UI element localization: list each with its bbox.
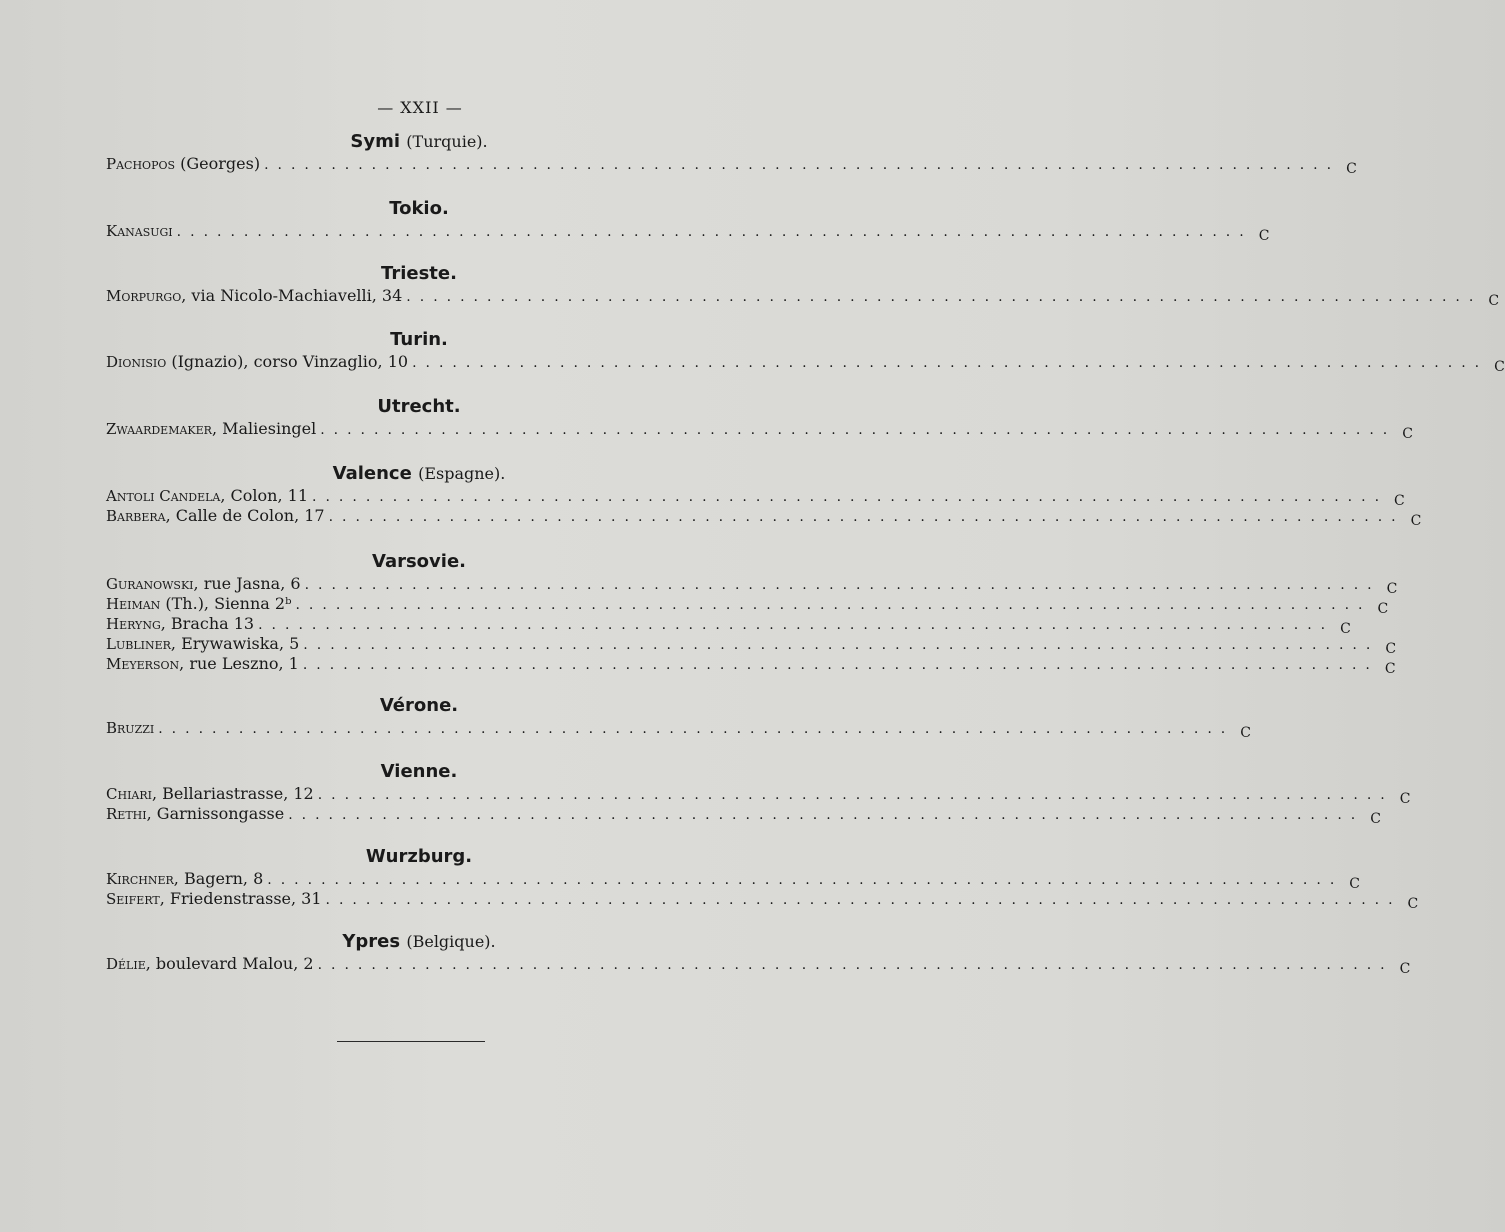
leader-dots: ................................................................................ [325, 892, 1402, 908]
entry-name [106, 419, 316, 439]
entry-name [106, 634, 299, 654]
surname: Antoli Candela [106, 487, 221, 505]
city-name: Turin. [390, 329, 448, 350]
surname: Guranowski [106, 575, 194, 593]
city-heading [106, 395, 722, 419]
city-name: Varsovie. [372, 551, 466, 572]
entry-detail: , Calle de Colon, 17 [165, 506, 325, 525]
city-name: Symi [350, 131, 400, 152]
surname: Pachopos [106, 155, 176, 173]
city-name: Valence [332, 463, 412, 484]
leader-dots: ................................................................................ [328, 509, 1405, 525]
entry-name [106, 486, 308, 506]
leader-dots: ................................................................................ [312, 489, 1389, 505]
entry-code: C [1384, 661, 1396, 677]
entry-code: C [1346, 161, 1357, 177]
city-qualifier: (Belgique). [406, 932, 496, 951]
entry-name [106, 784, 314, 804]
entry-name [106, 654, 299, 674]
surname: Kanasugi [106, 222, 173, 240]
entry-name [106, 954, 314, 974]
leader-dots: ................................................................................ [288, 807, 1365, 823]
leader-dots: ................................................................................ [258, 617, 1335, 633]
directory-entry [106, 574, 1398, 597]
leader-dots: ................................................................................ [264, 157, 1341, 173]
surname: Heiman [106, 595, 161, 613]
surname: Heryng [106, 615, 161, 633]
leader-dots: ................................................................................ [320, 422, 1397, 438]
surname: Rethi [106, 805, 147, 823]
city-qualifier: (Espagne). [418, 464, 506, 483]
entry-name [106, 804, 284, 824]
directory-entry [106, 634, 1397, 657]
section-trieste [106, 262, 1500, 309]
section-tokio [106, 197, 1270, 244]
leader-dots: ................................................................................ [317, 957, 1394, 973]
directory-entry [106, 286, 1500, 309]
directory-entry [106, 784, 1411, 807]
entry-detail: , Garnissongasse [146, 804, 285, 823]
city-heading [106, 262, 722, 286]
entry-code: C [1399, 961, 1411, 977]
entry-code: C [1399, 791, 1411, 807]
entry-detail: , Bagern, 8 [173, 869, 264, 888]
directory-entry [106, 954, 1411, 977]
leader-dots: ................................................................................ [406, 289, 1483, 305]
city-qualifier: (Turquie). [406, 132, 488, 151]
entry-code: C [1349, 876, 1360, 892]
entry-detail: , Colon, 11 [220, 486, 309, 505]
entry-code: C [1385, 641, 1397, 657]
entry-name [106, 286, 402, 306]
surname: Barbera [106, 507, 166, 525]
entry-name [106, 574, 301, 594]
directory-entry [106, 506, 1422, 529]
directory-entry [106, 419, 1413, 442]
section-turin [106, 328, 1505, 375]
entry-code: C [1410, 513, 1422, 529]
surname: Bruzzi [106, 719, 155, 737]
section-ypres [106, 930, 1411, 977]
entry-code: C [1258, 228, 1270, 244]
entry-name [106, 869, 263, 889]
city-heading [106, 550, 722, 574]
entry-detail: , rue Jasna, 6 [193, 574, 301, 593]
directory-entry [106, 718, 1251, 741]
surname: Meyerson [106, 655, 180, 673]
entry-detail: (Georges) [175, 154, 261, 173]
city-heading [106, 130, 722, 154]
entry-name [106, 154, 260, 174]
entry-code: C [1488, 293, 1500, 309]
city-name: Utrecht. [377, 396, 461, 417]
surname: Kirchner [106, 870, 174, 888]
page-number: — XXII — [377, 98, 463, 117]
leader-dots: ................................................................................ [317, 787, 1394, 803]
city-name: Tokio. [389, 198, 449, 219]
city-heading [106, 694, 722, 718]
section-verone [106, 694, 1251, 741]
leader-dots: ................................................................................ [158, 721, 1235, 737]
entry-code: C [1370, 811, 1381, 827]
entry-name [106, 718, 154, 738]
section-symi [106, 130, 1357, 177]
surname: Lubliner [106, 635, 171, 653]
city-name: Ypres [342, 931, 401, 952]
directory-entry [106, 654, 1396, 677]
leader-dots: ................................................................................ [176, 224, 1253, 240]
entry-code: C [1407, 896, 1419, 912]
section-varsovie [106, 550, 1398, 677]
entry-detail: , Erywawiska, 5 [170, 634, 300, 653]
directory-entry [106, 804, 1381, 827]
city-heading [106, 845, 722, 869]
entry-code: C [1377, 601, 1389, 617]
directory-entry [106, 352, 1505, 375]
entry-detail: , via Nicolo-Machiavelli, 34 [181, 286, 403, 305]
leader-dots: ................................................................................ [412, 355, 1489, 371]
surname: Zwaardemaker [106, 420, 212, 438]
entry-detail: (Ignazio), corso Vinzaglio, 10 [166, 352, 409, 371]
entry-code: C [1386, 581, 1398, 597]
entry-detail: , Maliesingel [211, 419, 317, 438]
entry-detail: , boulevard Malou, 2 [145, 954, 314, 973]
entry-name [106, 594, 291, 614]
leader-dots: ................................................................................ [304, 577, 1381, 593]
city-heading [106, 760, 722, 784]
section-vienne [106, 760, 1411, 827]
directory-entry [106, 221, 1270, 244]
entry-code: C [1394, 493, 1405, 509]
section-utrecht [106, 395, 1413, 442]
entry-detail: (Th.), Sienna 2ᵇ [160, 594, 292, 613]
city-name: Wurzburg. [365, 846, 473, 867]
surname: Seifert [106, 890, 160, 908]
city-name: Vienne. [380, 761, 458, 782]
entry-detail: , Friedenstrasse, 31 [159, 889, 322, 908]
entry-name [106, 506, 325, 526]
leader-dots: ................................................................................ [295, 597, 1372, 613]
entry-code: C [1402, 426, 1413, 442]
entry-name [106, 889, 322, 909]
entry-detail: , Bracha 13 [160, 614, 255, 633]
entry-code: C [1340, 621, 1351, 637]
city-heading [106, 328, 722, 352]
directory-entry [106, 869, 1360, 892]
surname: Dionisio [106, 353, 167, 371]
surname: Chiari [106, 785, 152, 803]
city-name: Trieste. [381, 263, 457, 284]
directory-entry [106, 154, 1357, 177]
leader-dots: ................................................................................ [267, 872, 1344, 888]
city-heading [106, 930, 722, 954]
surname: Morpurgo [106, 287, 182, 305]
directory-entry [106, 594, 1389, 617]
directory-entry [106, 889, 1419, 912]
leader-dots: ................................................................................ [303, 637, 1380, 653]
entry-name [106, 221, 173, 241]
entry-detail: , Bellariastrasse, 12 [152, 784, 314, 803]
directory-entry [106, 614, 1351, 637]
surname: Délie [106, 955, 146, 973]
entry-detail: , rue Leszno, 1 [179, 654, 299, 673]
entry-code: C [1240, 725, 1251, 741]
directory-entry [106, 486, 1405, 509]
section-wurzburg [106, 845, 1419, 912]
city-heading [106, 462, 722, 486]
section-valence [106, 462, 1422, 529]
entry-code: C [1494, 359, 1505, 375]
city-heading [106, 197, 722, 221]
leader-dots: ................................................................................ [302, 657, 1379, 673]
entry-name [106, 614, 254, 634]
closing-rule [337, 1041, 485, 1042]
city-name: Vérone. [379, 695, 459, 716]
entry-name [106, 352, 408, 372]
